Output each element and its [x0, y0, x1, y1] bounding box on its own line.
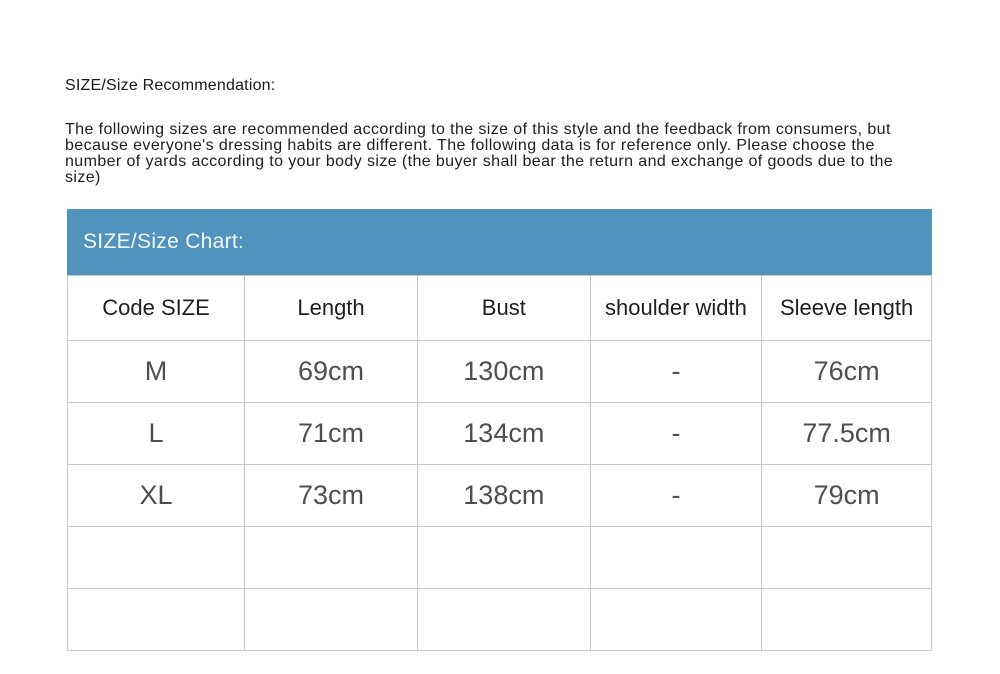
cell-size: XL: [68, 465, 245, 527]
cell-bust: 130cm: [417, 341, 590, 403]
cell-sleeve-length: [762, 589, 932, 651]
column-header-code-size: Code SIZE: [68, 276, 245, 341]
size-chart-title: SIZE/Size Chart:: [83, 230, 245, 253]
cell-bust: [417, 589, 590, 651]
cell-shoulder-width: -: [590, 403, 762, 465]
cell-sleeve-length: 79cm: [762, 465, 932, 527]
size-recommendation-text: The following sizes are recommended according to the size of this style and the feedback from consumers, but because everyone's dressing habits are different. The following data is for reference only. Please choose the number of yards according to your body size (the buyer shall bear the return and exchange of goods due to the size): [65, 121, 894, 186]
cell-size: [68, 589, 245, 651]
cell-bust: 134cm: [417, 403, 590, 465]
cell-size: [68, 527, 245, 589]
table-row-empty: [68, 527, 932, 589]
table-row-empty: [68, 589, 932, 651]
table-header-row: [68, 276, 932, 341]
column-header-sleeve-length: Sleeve length: [762, 276, 932, 341]
table-row-m: [68, 341, 932, 403]
size-chart: [67, 209, 932, 651]
table-row-xl: [68, 465, 932, 527]
cell-shoulder-width: [590, 527, 762, 589]
cell-bust: [417, 527, 590, 589]
column-header-bust: Bust: [417, 276, 590, 341]
cell-sleeve-length: 77.5cm: [762, 403, 932, 465]
cell-sleeve-length: 76cm: [762, 341, 932, 403]
page-title: SIZE/Size Recommendation:: [65, 77, 276, 94]
cell-size: L: [68, 403, 245, 465]
column-header-shoulder-width: shoulder width: [590, 276, 762, 341]
cell-size: M: [68, 341, 245, 403]
size-table: [67, 275, 932, 651]
size-chart-banner: [67, 209, 932, 275]
cell-bust: 138cm: [417, 465, 590, 527]
table-row-l: [68, 403, 932, 465]
cell-shoulder-width: [590, 589, 762, 651]
column-header-length: Length: [245, 276, 418, 341]
cell-length: 69cm: [245, 341, 418, 403]
cell-length: 73cm: [245, 465, 418, 527]
cell-length: [245, 589, 418, 651]
cell-length: 71cm: [245, 403, 418, 465]
cell-length: [245, 527, 418, 589]
cell-sleeve-length: [762, 527, 932, 589]
cell-shoulder-width: -: [590, 341, 762, 403]
cell-shoulder-width: -: [590, 465, 762, 527]
